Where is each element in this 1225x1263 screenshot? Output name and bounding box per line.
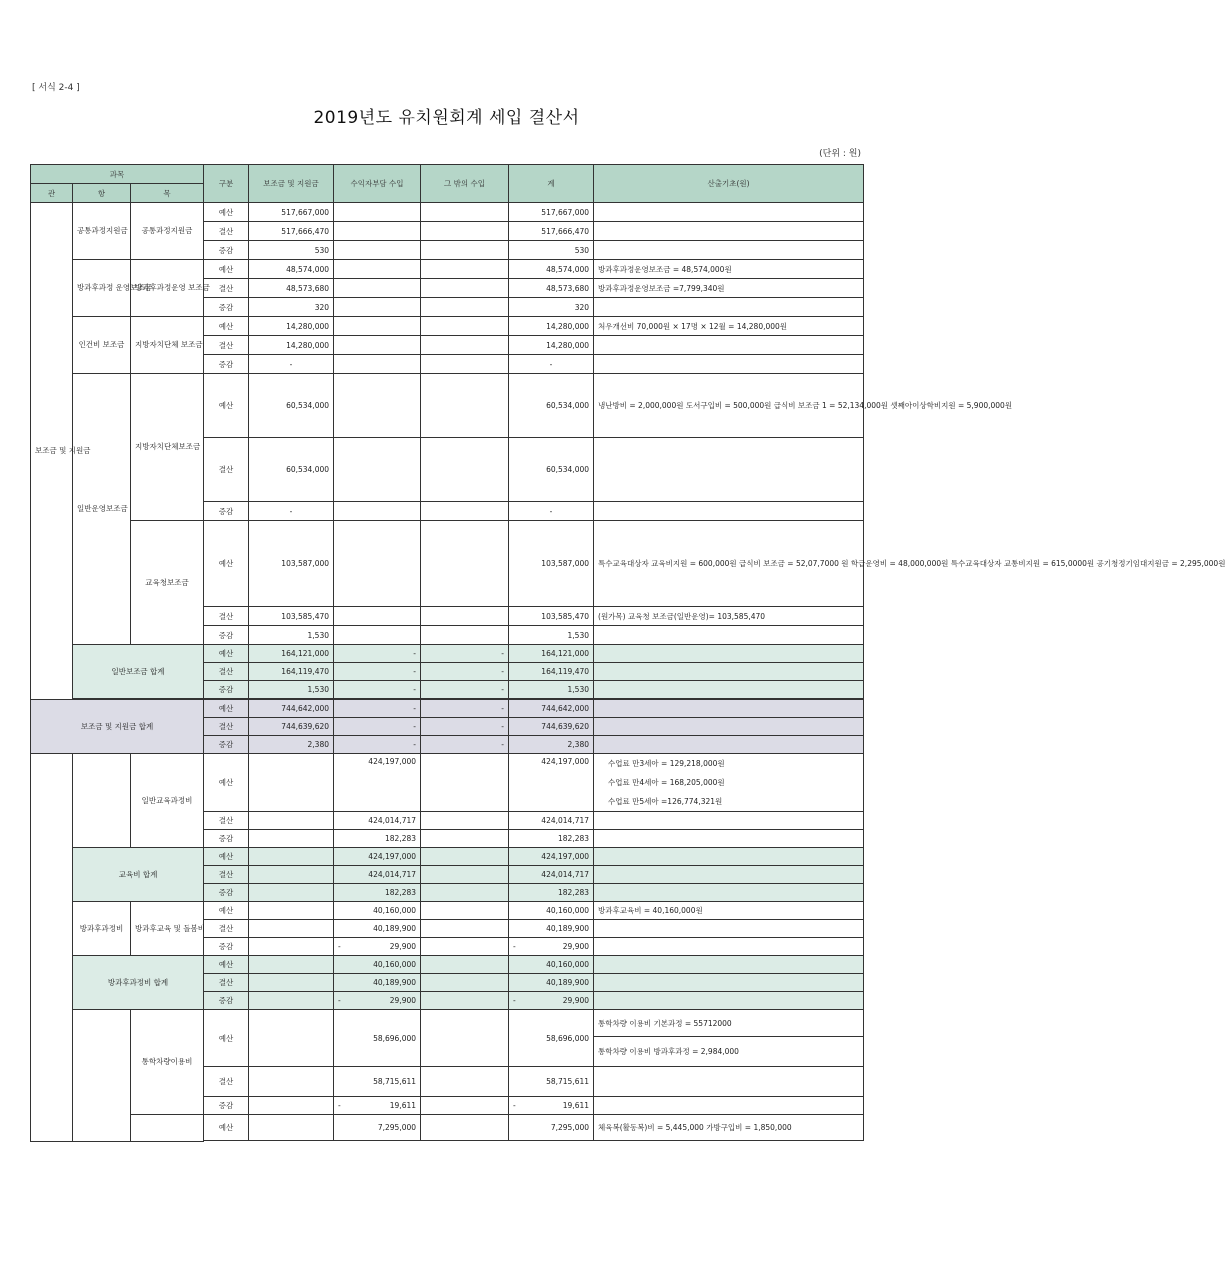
basis-cell: 방과후과정운영보조금 =7,799,340원	[594, 279, 864, 298]
beneficiary-value	[334, 521, 421, 607]
other-value: -	[421, 663, 509, 681]
other-value	[421, 222, 509, 241]
total-value: 103,585,470	[509, 607, 594, 626]
beneficiary-value: 58,715,611	[334, 1067, 421, 1097]
gubun-settle: 결산	[204, 866, 249, 884]
total-value: 7,295,000	[509, 1115, 594, 1141]
basis-cell	[594, 884, 864, 902]
beneficiary-value	[334, 938, 421, 956]
gubun-budget: 예산	[204, 374, 249, 438]
total-value: 40,189,900	[509, 920, 594, 938]
beneficiary-value	[334, 241, 421, 260]
table-row	[31, 848, 864, 866]
basis-cell: 통학차량 이용비 기본과정 = 55712000	[594, 1010, 864, 1037]
total-value: 182,283	[509, 884, 594, 902]
subsidy-value: -	[249, 502, 334, 521]
beneficiary-value: -	[334, 736, 421, 754]
beneficiary-value: 424,197,000	[334, 848, 421, 866]
gubun-diff: 증감	[204, 830, 249, 848]
total-value: 424,014,717	[509, 866, 594, 884]
subsidy-value	[249, 830, 334, 848]
gubun-diff: 증감	[204, 992, 249, 1010]
basis-cell: 특수교육대상자 교육비지원 = 600,000원 급식비 보조금 = 52,07,7000 원 학급운영비 = 48,000,000원 특수교육대상자 교통비지원 = 615,0000원 공기청정기임대지원금 = 2,295,000원	[594, 521, 864, 607]
subsidy-value: 744,639,620	[249, 718, 334, 736]
basis-cell	[594, 298, 864, 317]
total-value: 40,189,900	[509, 974, 594, 992]
beneficiary-value: 424,014,717	[334, 812, 421, 830]
beneficiary-value: -	[334, 718, 421, 736]
gubun-diff: 증감	[204, 938, 249, 956]
basis-cell: 냉난방비 = 2,000,000원 도서구입비 = 500,000원 급식비 보조금 1 = 52,134,000원 셋째아이상학비지원 = 5,900,000원	[594, 374, 864, 438]
basis-cell	[594, 681, 864, 699]
subsidy-value: 14,280,000	[249, 336, 334, 355]
other-value	[421, 902, 509, 920]
mok-after-edu: 방과후교육 및 돌봄비	[131, 902, 204, 956]
basis-cell: 방과후교육비 = 40,160,000원	[594, 902, 864, 920]
other-value	[421, 298, 509, 317]
basis-cell	[594, 645, 864, 663]
basis-cell	[594, 920, 864, 938]
header-other: 그 밖의 수입	[421, 165, 509, 203]
unit-label: (단위 : 원)	[819, 149, 861, 159]
basis-cell	[594, 974, 864, 992]
basis-cell: (원가목) 교육청 보조금(일반운영)= 103,585,470	[594, 607, 864, 626]
subsidy-value	[249, 902, 334, 920]
gubun-settle: 결산	[204, 718, 249, 736]
beneficiary-value: 424,014,717	[334, 866, 421, 884]
other-value: -	[421, 645, 509, 663]
other-value	[421, 607, 509, 626]
basis-cell	[594, 956, 864, 974]
gubun-budget: 예산	[204, 754, 249, 812]
gubun-diff: 증감	[204, 884, 249, 902]
table-row	[31, 902, 864, 920]
other-value	[421, 1115, 509, 1141]
subsidy-value	[249, 1067, 334, 1097]
beneficiary-value: 182,283	[334, 830, 421, 848]
total-value: 40,160,000	[509, 956, 594, 974]
other-value	[421, 502, 509, 521]
table-row	[31, 1010, 864, 1037]
hang-labor: 인건비 보조금	[73, 317, 131, 374]
beneficiary-value: 40,160,000	[334, 956, 421, 974]
table-row	[31, 645, 864, 663]
gubun-settle: 결산	[204, 812, 249, 830]
subsidy-value: -	[249, 355, 334, 374]
subsidy-value: 48,574,000	[249, 260, 334, 279]
other-value: -	[421, 700, 509, 718]
beneficiary-value: -	[334, 700, 421, 718]
hang-other	[73, 1010, 131, 1142]
gubun-settle: 결산	[204, 974, 249, 992]
header-beneficiary: 수익자부담 수입	[334, 165, 421, 203]
gubun-budget: 예산	[204, 521, 249, 607]
minus-sign: -	[513, 996, 516, 1005]
beneficiary-value: 40,189,900	[334, 974, 421, 992]
basis-cell	[594, 355, 864, 374]
subsidy-value	[249, 812, 334, 830]
other-value	[421, 241, 509, 260]
value: 19,611	[389, 1101, 417, 1110]
basis-line: 수업료 만5세아 =126,774,321원	[608, 797, 723, 806]
subsidy-value	[249, 754, 334, 812]
subsidy-value: 103,585,470	[249, 607, 334, 626]
gubun-budget: 예산	[204, 956, 249, 974]
subsidy-value: 744,642,000	[249, 700, 334, 718]
subsidy-value: 530	[249, 241, 334, 260]
gubun-diff: 증감	[204, 681, 249, 699]
subsidy-value	[249, 1010, 334, 1067]
subsidy-value	[249, 1115, 334, 1141]
basis-cell	[594, 718, 864, 736]
basis-cell	[594, 222, 864, 241]
header-gwan: 관	[31, 184, 73, 203]
beneficiary-value	[334, 502, 421, 521]
hang-general: 일반운영보조금	[73, 374, 131, 645]
total-value: 320	[509, 298, 594, 317]
beneficiary-value	[334, 374, 421, 438]
gubun-diff: 증감	[204, 736, 249, 754]
basis-cell	[594, 812, 864, 830]
total-value: -	[509, 502, 594, 521]
gubun-budget: 예산	[204, 317, 249, 336]
value: 19,611	[562, 1101, 590, 1110]
subsidy-value: 48,573,680	[249, 279, 334, 298]
total-value: 48,574,000	[509, 260, 594, 279]
total-value: 530	[509, 241, 594, 260]
subsidy-value: 1,530	[249, 626, 334, 645]
subsidy-value	[249, 974, 334, 992]
beneficiary-value: 7,295,000	[334, 1115, 421, 1141]
page-title: 2019년도 유치원회계 세입 결산서	[313, 108, 580, 128]
table-row	[31, 521, 864, 607]
subsidy-value	[249, 992, 334, 1010]
other-value	[421, 1010, 509, 1067]
value: 29,900	[562, 996, 590, 1005]
total-value: 58,696,000	[509, 1010, 594, 1067]
basis-cell	[594, 1097, 864, 1115]
revenue-settlement-table	[30, 164, 1225, 1142]
basis-cell: 체육복(활동복)비 = 5,445,000 가방구입비 = 1,850,000	[594, 1115, 864, 1141]
after-total-label: 방과후과정비 합계	[73, 956, 204, 1010]
mok-uniform	[131, 1115, 204, 1142]
subsidy-value: 517,667,000	[249, 203, 334, 222]
gubun-budget: 예산	[204, 902, 249, 920]
table-row	[31, 754, 864, 812]
basis-cell	[594, 241, 864, 260]
beneficiary-value	[334, 607, 421, 626]
subsidy-value	[249, 938, 334, 956]
total-value: 424,197,000	[509, 848, 594, 866]
basis-cell	[594, 1067, 864, 1097]
mok-after: 방과후과정운영 보조금	[131, 260, 204, 317]
basis-line: 수업료 만3세아 = 129,218,000원	[608, 759, 725, 768]
beneficiary-value	[334, 317, 421, 336]
beneficiary-value	[334, 626, 421, 645]
gubun-diff: 증감	[204, 1097, 249, 1115]
basis-cell	[594, 736, 864, 754]
basis-cell	[594, 336, 864, 355]
mok-labor: 지방자치단체 보조금	[131, 317, 204, 374]
other-value	[421, 866, 509, 884]
minus-sign: -	[338, 942, 341, 951]
total-value: 424,014,717	[509, 812, 594, 830]
value: 29,900	[562, 942, 590, 951]
gubun-settle: 결산	[204, 607, 249, 626]
subsidy-value: 14,280,000	[249, 317, 334, 336]
total-value: 1,530	[509, 681, 594, 699]
beneficiary-value: -	[334, 645, 421, 663]
header-mok: 목	[131, 184, 204, 203]
other-value	[421, 203, 509, 222]
basis-cell: 처우개선비 70,000원 × 17명 × 12월 = 14,280,000원	[594, 317, 864, 336]
subsidy-value: 1,530	[249, 681, 334, 699]
other-value: -	[421, 681, 509, 699]
table-row	[31, 1115, 864, 1141]
minus-sign: -	[513, 1101, 516, 1110]
beneficiary-value	[334, 203, 421, 222]
total-value: 424,197,000	[509, 754, 594, 812]
subsidy-value	[249, 848, 334, 866]
total-value: 2,380	[509, 736, 594, 754]
other-value: -	[421, 736, 509, 754]
gubun-settle: 결산	[204, 279, 249, 298]
mok-local: 지방자치단체보조금	[131, 374, 204, 521]
other-value	[421, 279, 509, 298]
header-gubun: 구분	[204, 165, 249, 203]
basis-cell	[594, 700, 864, 718]
gubun-budget: 예산	[204, 1115, 249, 1141]
other-value	[421, 992, 509, 1010]
total-value: 1,530	[509, 626, 594, 645]
hang-after-edu: 방과후과정비	[73, 902, 131, 956]
basis-cell	[594, 866, 864, 884]
table-row	[31, 260, 864, 279]
basis-cell	[594, 626, 864, 645]
basis-cell	[594, 203, 864, 222]
gubun-diff: 증감	[204, 502, 249, 521]
basis-cell	[594, 830, 864, 848]
total-value	[509, 1097, 594, 1115]
beneficiary-value: 40,189,900	[334, 920, 421, 938]
gubun-budget: 예산	[204, 1010, 249, 1067]
beneficiary-value: 424,197,000	[334, 754, 421, 812]
header-total: 계	[509, 165, 594, 203]
total-value: 103,587,000	[509, 521, 594, 607]
table-row	[31, 700, 864, 718]
basis-cell	[594, 848, 864, 866]
gubun-settle: 결산	[204, 663, 249, 681]
total-value: 744,642,000	[509, 700, 594, 718]
mok-general-edu: 일반교육과정비	[131, 754, 204, 848]
minus-sign: -	[338, 996, 341, 1005]
basis-cell	[594, 992, 864, 1010]
other-value	[421, 1097, 509, 1115]
total-value: 164,121,000	[509, 645, 594, 663]
other-value	[421, 884, 509, 902]
table-row	[31, 203, 864, 222]
gubun-budget: 예산	[204, 700, 249, 718]
other-value: -	[421, 718, 509, 736]
other-value	[421, 1067, 509, 1097]
beneficiary-value: -	[334, 681, 421, 699]
table-row	[31, 374, 864, 438]
beneficiary-value: 40,160,000	[334, 902, 421, 920]
other-value	[421, 521, 509, 607]
table-row	[31, 317, 864, 336]
total-value: 40,160,000	[509, 902, 594, 920]
basis-cell	[594, 663, 864, 681]
minus-sign: -	[513, 942, 516, 951]
beneficiary-value	[334, 438, 421, 502]
total-value	[509, 992, 594, 1010]
basis-cell	[594, 438, 864, 502]
other-value	[421, 830, 509, 848]
subsidy-value	[249, 884, 334, 902]
other-value	[421, 317, 509, 336]
basis-line: 수업료 만4세아 = 168,205,000원	[608, 778, 725, 787]
gwan-subsidy: 보조금 및 지원금	[31, 203, 73, 700]
total-value: -	[509, 355, 594, 374]
other-value	[421, 974, 509, 992]
beneficiary-value	[334, 992, 421, 1010]
other-value	[421, 920, 509, 938]
mok-bus: 통학차량이용비	[131, 1010, 204, 1115]
other-value	[421, 355, 509, 374]
gubun-diff: 증감	[204, 355, 249, 374]
other-value	[421, 438, 509, 502]
gubun-budget: 예산	[204, 645, 249, 663]
subsidy-value	[249, 920, 334, 938]
value: 29,900	[389, 942, 417, 951]
header-subject: 과목	[31, 165, 204, 184]
subsidy-value: 164,121,000	[249, 645, 334, 663]
gubun-budget: 예산	[204, 203, 249, 222]
form-label: [ 서식 2-4 ]	[32, 83, 80, 93]
hang-after: 방과후과정 운영보조금	[73, 260, 131, 317]
subsidy-value: 2,380	[249, 736, 334, 754]
gubun-diff: 증감	[204, 298, 249, 317]
subsidy-value: 320	[249, 298, 334, 317]
gubun-diff: 증감	[204, 241, 249, 260]
minus-sign: -	[338, 1101, 341, 1110]
subsidy-value: 164,119,470	[249, 663, 334, 681]
beneficiary-value	[334, 336, 421, 355]
total-value: 14,280,000	[509, 336, 594, 355]
mok-edu-office: 교육청보조금	[131, 521, 204, 645]
table-row	[31, 956, 864, 974]
total-value: 517,667,000	[509, 203, 594, 222]
total-value: 164,119,470	[509, 663, 594, 681]
gubun-settle: 결산	[204, 222, 249, 241]
other-value	[421, 812, 509, 830]
gubun-diff: 증감	[204, 626, 249, 645]
other-value	[421, 938, 509, 956]
beneficiary-value	[334, 260, 421, 279]
beneficiary-value	[334, 298, 421, 317]
total-value: 48,573,680	[509, 279, 594, 298]
basis-cell: 방과후과정운영보조금 = 48,574,000원	[594, 260, 864, 279]
subsidy-value	[249, 956, 334, 974]
basis-cell	[594, 938, 864, 956]
header-hang: 항	[73, 184, 131, 203]
other-value	[421, 848, 509, 866]
beneficiary-value: 182,283	[334, 884, 421, 902]
gubun-budget: 예산	[204, 260, 249, 279]
total-value: 60,534,000	[509, 374, 594, 438]
total-value: 60,534,000	[509, 438, 594, 502]
total-value: 182,283	[509, 830, 594, 848]
hang-common: 공통과정지원금	[73, 203, 131, 260]
basis-cell	[594, 754, 864, 812]
total-value: 58,715,611	[509, 1067, 594, 1097]
other-value	[421, 626, 509, 645]
beneficiary-value	[334, 355, 421, 374]
basis-cell: 통학차량 이용비 방과후과정 = 2,984,000	[594, 1037, 864, 1067]
other-value	[421, 260, 509, 279]
basis-cell	[594, 502, 864, 521]
gubun-settle: 결산	[204, 920, 249, 938]
header-basis: 산출기초(원)	[594, 165, 864, 203]
header-subsidy: 보조금 및 지원금	[249, 165, 334, 203]
hang-edu	[73, 754, 131, 848]
subsidy-value: 103,587,000	[249, 521, 334, 607]
total-value: 517,666,470	[509, 222, 594, 241]
other-value	[421, 336, 509, 355]
beneficiary-value	[334, 1097, 421, 1115]
subsidy-value: 60,534,000	[249, 438, 334, 502]
edu-total-label: 교육비 합계	[73, 848, 204, 902]
gubun-budget: 예산	[204, 848, 249, 866]
other-value	[421, 754, 509, 812]
gwan-beneficiary	[31, 754, 73, 1142]
other-value	[421, 956, 509, 974]
subsidy-value	[249, 866, 334, 884]
gubun-settle: 결산	[204, 1067, 249, 1097]
general-total-label: 일반보조금 합계	[73, 645, 204, 699]
subsidy-value: 517,666,470	[249, 222, 334, 241]
beneficiary-value	[334, 279, 421, 298]
gubun-settle: 결산	[204, 336, 249, 355]
beneficiary-value	[334, 222, 421, 241]
value: 29,900	[389, 996, 417, 1005]
gubun-settle: 결산	[204, 438, 249, 502]
beneficiary-value: 58,696,000	[334, 1010, 421, 1067]
subsidy-value: 60,534,000	[249, 374, 334, 438]
subsidy-value	[249, 1097, 334, 1115]
total-value	[509, 938, 594, 956]
beneficiary-value: -	[334, 663, 421, 681]
total-value: 744,639,620	[509, 718, 594, 736]
subsidy-total-label: 보조금 및 지원금 합계	[31, 700, 204, 754]
total-value: 14,280,000	[509, 317, 594, 336]
mok-common: 공통과정지원금	[131, 203, 204, 260]
other-value	[421, 374, 509, 438]
